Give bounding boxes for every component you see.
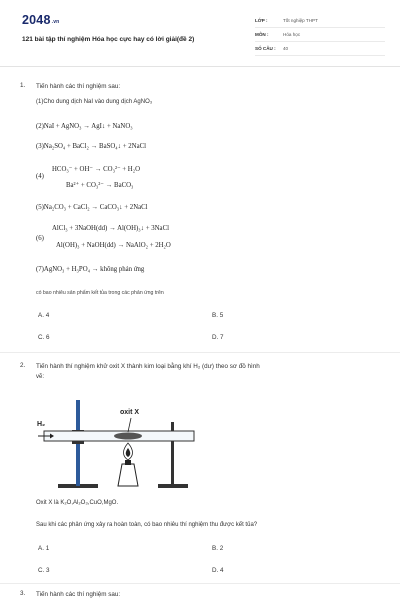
meta-value: Hóa học: [283, 32, 301, 37]
question-prompt: Tiến hành thí nghiệm khử oxit X thành kim loại bằng khí H₂ (dư) theo sơ đồ hình: [36, 363, 260, 370]
meta-key: SỐ CÂU :: [255, 46, 276, 51]
question-prompt: Tiến hành các thí nghiệm sau:: [36, 83, 121, 90]
stand-base-right: [158, 484, 188, 488]
meta-value: Tốt nghiệp THPT: [283, 18, 318, 23]
page-header: [0, 0, 400, 67]
answer-option-d[interactable]: D. 4: [212, 567, 224, 574]
answer-option-c[interactable]: C. 6: [38, 334, 50, 341]
equation-label: (4): [36, 173, 44, 180]
equation-line: (5)Na₂CO₃ + CaCl₂ → CaCO₃↓ + 2NaCl: [36, 204, 148, 211]
document-title: 121 bài tập thí nghiệm Hóa học cực hay có lời giải(đề 2): [22, 36, 195, 43]
equation-line: (7)AgNO₃ + H₃PO₄ → không phản ứng: [36, 266, 145, 273]
equation-label: (6): [36, 235, 44, 242]
label-pointer: [128, 418, 131, 432]
meta-key: MÔN :: [255, 32, 269, 37]
divider: [0, 583, 400, 584]
answer-option-d[interactable]: D. 7: [212, 334, 224, 341]
equation-line: Al(OH)₃ + NaOH(dd) → NaAlO₂ + 2H₂O: [56, 242, 171, 249]
answer-option-b[interactable]: B. 2: [212, 545, 224, 552]
meta-row-subject: [255, 28, 385, 42]
equation-line: HCO₃⁻ + OH⁻ → CO₃²⁻ + H₂O: [52, 166, 140, 173]
meta-row-class: [255, 14, 385, 28]
divider: [0, 352, 400, 353]
meta-value: 40: [283, 46, 289, 51]
site-logo[interactable]: [22, 13, 59, 27]
meta-key: LỚP :: [255, 18, 268, 23]
meta-table: [255, 14, 385, 56]
answer-option-a[interactable]: A. 1: [38, 545, 50, 552]
oxide-sample: [114, 433, 142, 440]
alcohol-lamp: [118, 464, 138, 486]
equation-line: (2)NaI + AgNO₃ → AgI↓ + NaNO₃: [36, 123, 133, 130]
logo-text: 2048: [22, 13, 51, 27]
lamp-wick: [125, 460, 131, 465]
answer-option-b[interactable]: B. 5: [212, 312, 224, 319]
oxide-list: Oxit X là K₂O,Al₂O₃,CuO,MgO.: [36, 500, 119, 506]
oxide-label: oxit X: [120, 409, 140, 416]
question-number: 1.: [20, 82, 26, 89]
equation-line: (3)Na₂SO₄ + BaCl₂ → BaSO₄↓ + 2NaCl: [36, 143, 147, 150]
answer-option-c[interactable]: C. 3: [38, 567, 50, 574]
h2-label: H₂: [37, 421, 46, 428]
logo-suffix: .vn: [51, 19, 60, 25]
apparatus-diagram: [36, 396, 196, 494]
experiment-line: (1)Cho dung dịch NaI vào dung dịch AgNO₃: [36, 99, 153, 105]
equation-line: Ba²⁺ + CO₃²⁻ → BaCO₃: [66, 182, 134, 189]
question-prompt-continued: vẽ:: [36, 374, 45, 380]
question-stem: Sau khi các phản ứng xảy ra hoàn toàn, có bao nhiêu thí nghiệm thu được kết tủa?: [36, 522, 258, 528]
question-prompt: Tiến hành các thí nghiệm sau:: [36, 591, 121, 598]
question-stem: có bao nhiêu sản phẩm kết tủa trong các phản ứng trên: [36, 290, 164, 296]
question-number: 3.: [20, 590, 26, 597]
equation-line: AlCl₃ + 3NaOH(dd) → Al(OH)₃↓ + 3NaCl: [52, 225, 169, 232]
meta-row-count: [255, 42, 385, 56]
answer-option-a[interactable]: A. 4: [38, 312, 50, 319]
question-number: 2.: [20, 362, 26, 369]
